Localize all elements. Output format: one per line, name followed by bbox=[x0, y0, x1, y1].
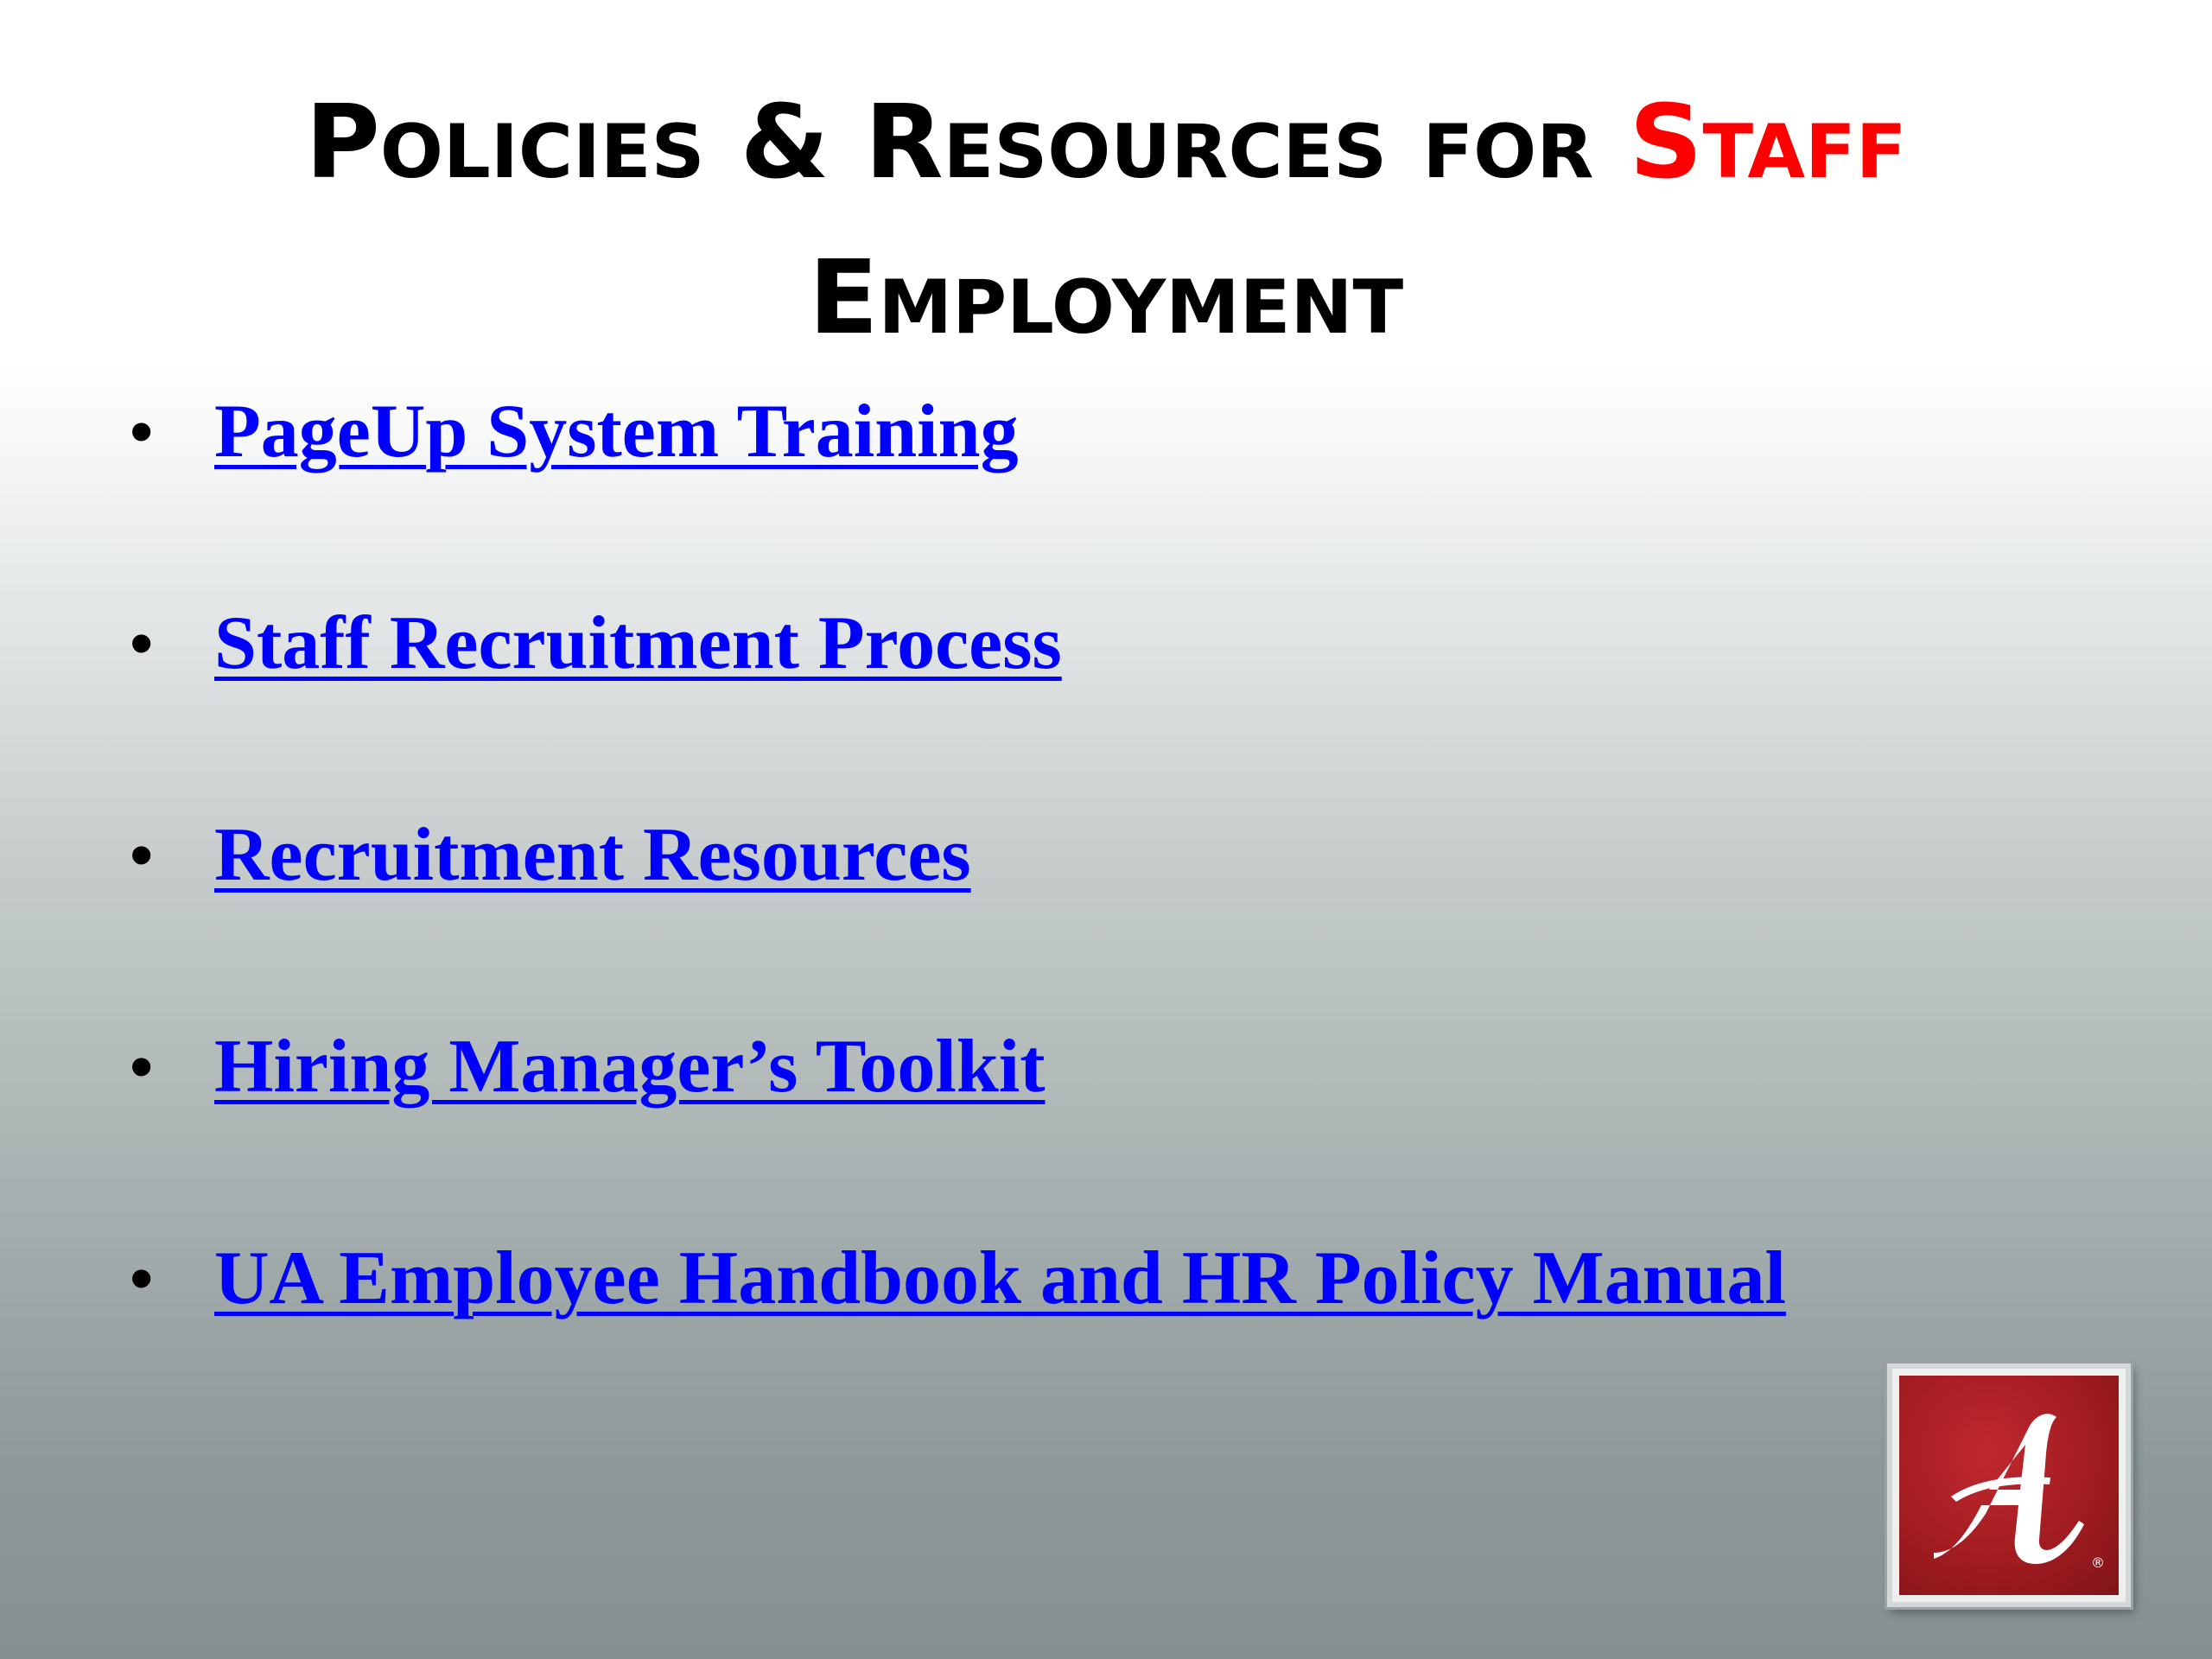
list-item bbox=[0, 1227, 2212, 1439]
resource-link-list bbox=[0, 380, 2212, 1439]
bullet-icon: • bbox=[130, 393, 154, 469]
link-recruitment-resources[interactable]: Recruitment Resources bbox=[214, 813, 971, 897]
slide-title bbox=[0, 69, 2212, 380]
link-staff-recruitment-process[interactable]: Staff Recruitment Process bbox=[214, 601, 1062, 685]
slide-title-line-1 bbox=[0, 69, 2212, 225]
bullet-icon: • bbox=[130, 1028, 154, 1104]
registered-mark: ® bbox=[2091, 1554, 2105, 1571]
bullet-icon: • bbox=[130, 605, 154, 681]
title-word-employment: EMPLOYMENT bbox=[808, 238, 1404, 357]
title-word-staff: STAFF bbox=[1629, 82, 1907, 201]
link-pageup-system-training[interactable]: PageUp System Training bbox=[214, 390, 1019, 474]
title-word-for: FOR bbox=[1422, 109, 1594, 195]
title-word-policies: POLICIES bbox=[305, 82, 705, 201]
slide-title-line-2 bbox=[0, 225, 2212, 380]
title-word-ampersand: & bbox=[740, 82, 830, 201]
script-a-logo-icon bbox=[1899, 1376, 2119, 1595]
university-logo bbox=[1887, 1363, 2131, 1607]
link-hiring-managers-toolkit[interactable]: Hiring Manager’s Toolkit bbox=[214, 1025, 1046, 1109]
list-item bbox=[0, 380, 2212, 592]
bullet-icon: • bbox=[130, 817, 154, 893]
list-item bbox=[0, 1015, 2212, 1227]
title-word-resources: RESOURCES bbox=[864, 82, 1388, 201]
bullet-icon: • bbox=[130, 1240, 154, 1316]
list-item bbox=[0, 804, 2212, 1015]
list-item bbox=[0, 592, 2212, 804]
link-ua-employee-handbook[interactable]: UA Employee Handbook and HR Policy Manual bbox=[214, 1236, 1786, 1320]
